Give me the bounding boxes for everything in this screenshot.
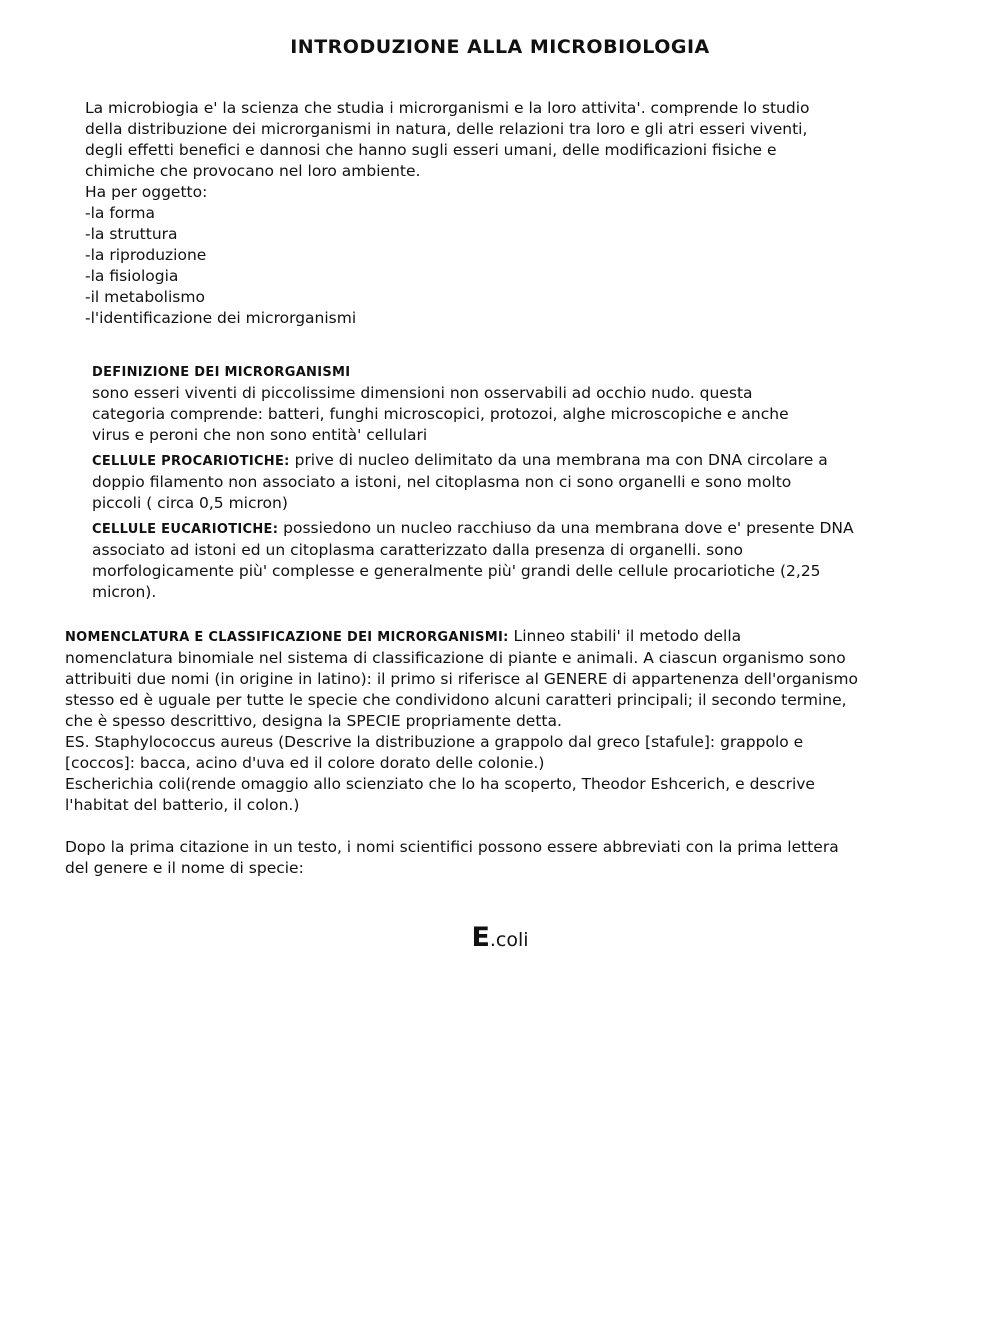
text-line: La microbiogia e' la scienza che studia i microrganismi e la loro attivita'. comprende lo studio <box>85 99 810 117</box>
text-line: possiedono un nucleo racchiuso da una membrana dove e' presente DNA <box>278 519 854 537</box>
text-line: sono esseri viventi di piccolissime dimensioni non osservabili ad occhio nudo. questa <box>92 384 753 402</box>
text-line: categoria comprende: batteri, funghi microscopici, protozoi, alghe microscopiche e anche <box>92 405 789 423</box>
text-line: prive di nucleo delimitato da una membrana ma con DNA circolare a <box>289 451 828 469</box>
section-heading: DEFINIZIONE DEI MICRORGANISMI <box>92 365 351 380</box>
text-line: della distribuzione dei microrganismi in natura, delle relazioni tra loro e gli atri esseri viventi, <box>85 120 808 138</box>
text-line: micron). <box>92 583 157 601</box>
abbreviation-species: .coli <box>489 929 529 951</box>
text-line: chimiche che provocano nel loro ambiente. <box>85 162 421 180</box>
text-line: Dopo la prima citazione in un testo, i nomi scientifici possono essere abbreviati con la prima lettera <box>65 838 839 856</box>
text-line: [coccos]: bacca, acino d'uva ed il colore dorato delle colonie.) <box>65 754 545 772</box>
prokaryotic-label: CELLULE PROCARIOTICHE: <box>92 454 290 469</box>
definitions-section <box>92 362 854 603</box>
text-line: piccoli ( circa 0,5 micron) <box>92 494 288 512</box>
text-line: l'habitat del batterio, il colon.) <box>65 796 300 814</box>
list-item: -la riproduzione <box>85 246 207 264</box>
text-line: associato ad istoni ed un citoplasma caratterizzato dalla presenza di organelli. sono <box>92 541 744 559</box>
list-item: -la forma <box>85 204 155 222</box>
example-abbreviation <box>0 922 1000 953</box>
abbreviation-initial: E <box>471 922 490 953</box>
text-line: attribuiti due nomi (in origine in latino): il primo si riferisce al GENERE di appartenenza dell'organismo <box>65 670 858 688</box>
text-line: Ha per oggetto: <box>85 183 208 201</box>
nomenclature-section <box>65 626 858 879</box>
text-line: che è spesso descrittivo, designa la SPECIE propriamente detta. <box>65 712 562 730</box>
text-line: stesso ed è uguale per tutte le specie che condividono alcuni caratteri principali; il secondo termine, <box>65 691 847 709</box>
page-title: INTRODUZIONE ALLA MICROBIOLOGIA <box>290 36 710 58</box>
text-line: Linneo stabili' il metodo della <box>508 627 742 645</box>
eukaryotic-definition <box>92 518 854 540</box>
eukaryotic-label: CELLULE EUCARIOTICHE: <box>92 522 279 537</box>
list-item: -la fisiologia <box>85 267 179 285</box>
text-line: nomenclatura binomiale nel sistema di classificazione di piante e animali. A ciascun organismo sono <box>65 649 846 667</box>
prokaryotic-definition <box>92 450 854 472</box>
text-line: morfologicamente più' complesse e generalmente più' grandi delle cellule procariotiche (2,25 <box>92 562 821 580</box>
text-line: degli effetti benefici e dannosi che hanno sugli esseri umani, delle modificazioni fisiche e <box>85 141 777 159</box>
list-item: -l'identificazione dei microrganismi <box>85 309 357 327</box>
intro-paragraph <box>85 98 810 329</box>
text-line: Escherichia coli(rende omaggio allo scienziato che lo ha scoperto, Theodor Eshcerich, e descrive <box>65 775 815 793</box>
text-line: doppio filamento non associato a istoni, nel citoplasma non ci sono organelli e sono molto <box>92 473 792 491</box>
text-line: del genere e il nome di specie: <box>65 859 304 877</box>
list-item: -il metabolismo <box>85 288 205 306</box>
text-line: ES. Staphylococcus aureus (Descrive la distribuzione a grappolo dal greco [stafule]: grappolo e <box>65 733 804 751</box>
nomenclature-label: NOMENCLATURA E CLASSIFICAZIONE DEI MICRORGANISMI: <box>65 630 509 645</box>
nomenclature-first-line <box>65 626 858 648</box>
list-item: -la struttura <box>85 225 178 243</box>
text-line: virus e peroni che non sono entità' cellulari <box>92 426 428 444</box>
